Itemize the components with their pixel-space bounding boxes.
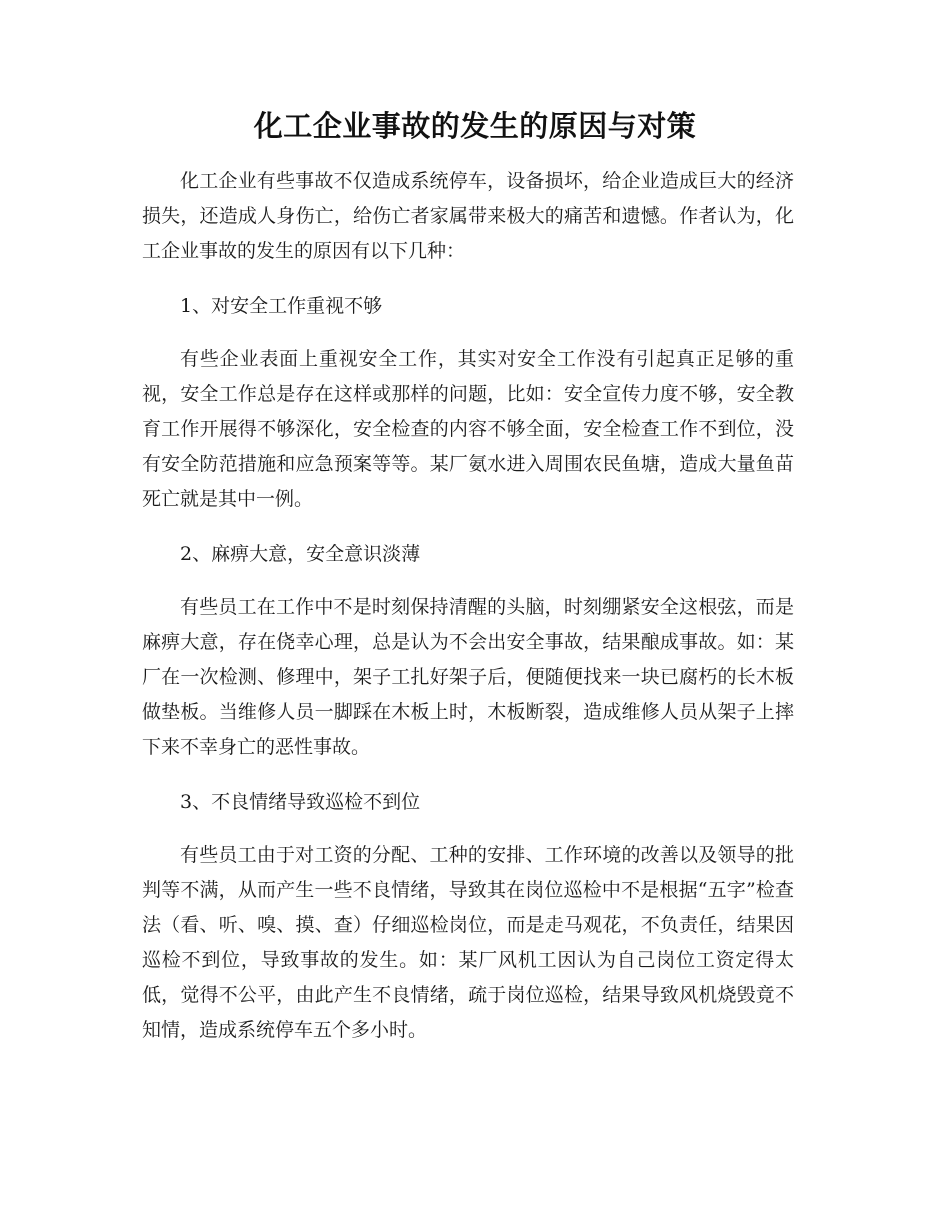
section-heading-1: 1、对安全工作重视不够 xyxy=(180,295,383,317)
section-body-2: 有些员工在工作中不是时刻保持清醒的头脑，时刻绷紧安全这根弦，而是麻痹大意，存在侥幸心理，总是认为不会出安全事故，结果酿成事故。如：某厂在一次检测、修理中，架子工扎好架子后，便随便找来一块已腐朽的长木板做垫板。当维修人员一脚踩在木板上时，木板断裂，造成维修人员从架子上摔下来不幸身亡的恶性事故。 xyxy=(142,596,794,758)
section-heading-2: 2、麻痹大意，安全意识淡薄 xyxy=(180,543,421,565)
document-title: 化工企业事故的发生的原因与对策 xyxy=(253,109,697,143)
section-body-1: 有些企业表面上重视安全工作，其实对安全工作没有引起真正足够的重视，安全工作总是存在这样或那样的问题，比如：安全宣传力度不够，安全教育工作开展得不够深化，安全检查的内容不够全面，安全检查工作不到位，没有安全防范措施和应急预案等等。某厂氨水进入周围农民鱼塘，造成大量鱼苗死亡就是其中一例。 xyxy=(142,348,794,510)
section-body-3: 有些员工由于对工资的分配、工种的安排、工作环境的改善以及领导的批判等不满，从而产生一些不良情绪，导致其在岗位巡检中不是根据“五字”检查法（看、听、嗅、摸、查）仔细巡检岗位，而是走马观花，不负责任，结果因巡检不到位，导致事故的发生。如：某厂风机工因认为自己岗位工资定得太低，觉得不公平，由此产生不良情绪，疏于岗位巡检，结果导致风机烧毁竟不知情，造成系统停车五个多小时。 xyxy=(142,844,794,1041)
document-body xyxy=(142,164,794,1048)
section-heading-3: 3、不良情绪导致巡检不到位 xyxy=(180,791,421,813)
intro-paragraph: 化工企业有些事故不仅造成系统停车，设备损坏，给企业造成巨大的经济损失，还造成人身伤亡，给伤亡者家属带来极大的痛苦和遗憾。作者认为，化工企业事故的发生的原因有以下几种： xyxy=(142,170,794,262)
